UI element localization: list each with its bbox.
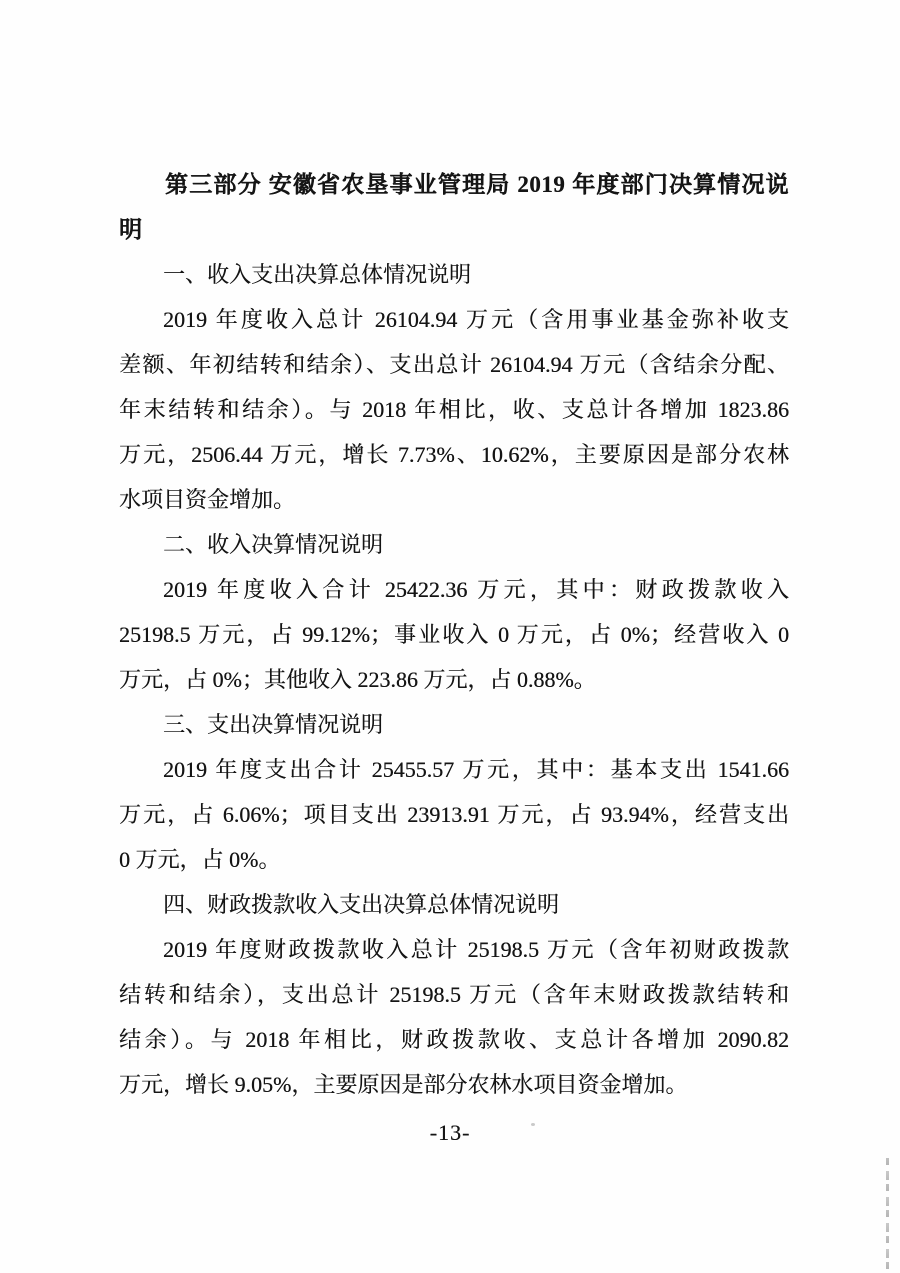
text-line: 水项目资金增加。 xyxy=(119,487,296,512)
text-line: 2019 年度收入总计 26104.94 万元（含用事业基金弥补收支 xyxy=(163,307,789,332)
text-line: 万元，2506.44 万元，增长 7.73%、10.62%，主要原因是部分农林 xyxy=(119,442,789,467)
section-heading: 三、支出决算情况说明 xyxy=(163,712,384,737)
document-title-line1: 第三部分 安徽省农垦事业管理局 2019 年度部门决算情况说 xyxy=(165,172,789,197)
text-line: 差额、年初结转和结余）、支出总计 26104.94 万元（含结余分配、 xyxy=(119,352,789,377)
text-line: 结余）。与 2018 年相比，财政拨款收、支总计各增加 2090.82 xyxy=(119,1027,789,1052)
text-line: 万元，占 6.06%；项目支出 23913.91 万元，占 93.94%，经营支出 xyxy=(119,802,789,827)
text-line: 2019 年度财政拨款收入总计 25198.5 万元（含年初财政拨款 xyxy=(163,937,789,962)
document-title-line2: 明 xyxy=(119,217,143,242)
text-line: 结转和结余），支出总计 25198.5 万元（含年末财政拨款结转和 xyxy=(119,982,789,1007)
text-line: 0 万元，占 0%。 xyxy=(119,847,281,872)
section-heading: 二、收入决算情况说明 xyxy=(163,532,384,557)
scan-speck xyxy=(531,1123,535,1126)
text-line: 万元，占 0%；其他收入 223.86 万元，占 0.88%。 xyxy=(119,667,596,692)
text-line: 25198.5 万元，占 99.12%；事业收入 0 万元，占 0%；经营收入 0 xyxy=(119,622,789,647)
text-line: 2019 年度支出合计 25455.57 万元，其中：基本支出 1541.66 xyxy=(163,757,789,782)
text-line: 万元，增长 9.05%，主要原因是部分农林水项目资金增加。 xyxy=(119,1072,688,1097)
section-heading: 一、收入支出决算总体情况说明 xyxy=(163,262,472,287)
text-line: 2019 年度收入合计 25422.36 万元，其中：财政拨款收入 xyxy=(163,577,789,602)
text-line: 年末结转和结余）。与 2018 年相比，收、支总计各增加 1823.86 xyxy=(119,397,789,422)
document-content xyxy=(119,162,789,1107)
section-heading: 四、财政拨款收入支出决算总体情况说明 xyxy=(163,892,560,917)
scan-artifact xyxy=(886,1158,889,1273)
page-number: -13- xyxy=(429,1120,471,1145)
document-body xyxy=(119,252,789,1107)
document-title xyxy=(119,162,789,252)
